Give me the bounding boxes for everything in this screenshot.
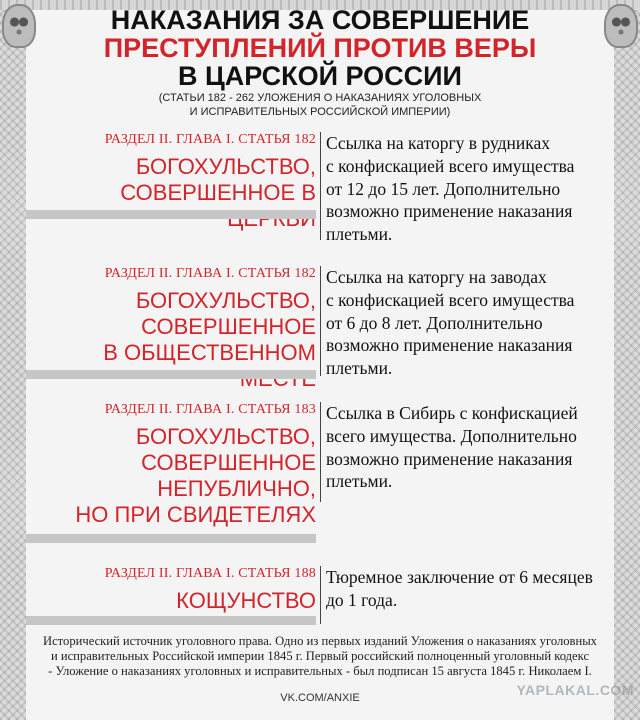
punishment-line: Ссылка на каторгу на заводах <box>326 267 547 287</box>
column-divider <box>320 566 321 624</box>
law-section <box>26 132 614 242</box>
punishment-text <box>326 402 616 493</box>
punishment-line: плетьми. <box>326 358 393 378</box>
crime-title <box>26 424 316 528</box>
article-reference: РАЗДЕЛ II. ГЛАВА I. СТАТЬЯ 188 <box>104 566 316 581</box>
law-section <box>26 566 614 626</box>
punishment-line: возможно применение наказания <box>326 335 573 356</box>
punishment-line: Ссылка в Сибирь с конфискацией <box>326 403 578 423</box>
punishment-line: Тюремное заключение от 6 месяцев <box>326 567 593 587</box>
punishment-line: плетьми. <box>326 471 393 492</box>
crime-line: СОВЕРШЕННОЕ В <box>120 179 316 205</box>
punishment-line: возможно применение наказания <box>326 448 573 469</box>
crime-line: В ОБЩЕСТВЕННОМ <box>103 339 316 365</box>
crime-line: БОГОХУЛЬСТВО, <box>135 424 316 449</box>
punishment-line: возможно применение наказания <box>326 201 573 222</box>
punishment-line: плетьми. <box>326 224 393 244</box>
law-section <box>26 402 614 542</box>
article-reference: РАЗДЕЛ II. ГЛАВА I. СТАТЬЯ 183 <box>104 402 316 417</box>
punishment-line: до 1 года. <box>326 589 398 610</box>
gray-bar <box>26 616 316 625</box>
subtitle-line-1: (СТАТЬИ 182 - 262 УЛОЖЕНИЯ О НАКАЗАНИЯХ УГОЛОВНЫХ <box>158 92 482 104</box>
footer-note <box>26 634 614 679</box>
watermark: YAPLAKAL.COM <box>516 682 634 698</box>
poster-content <box>26 0 614 720</box>
footer-line: - Уложение о наказаниях уголовных и исправительных - был подписан 15 августа 1845 г. Николаем I. <box>48 664 592 679</box>
article-reference: РАЗДЕЛ II. ГЛАВА I. СТАТЬЯ 182 <box>104 266 316 281</box>
footer-line: Исторический источник уголовного права. Одно из первых изданий Уложения о наказаниях уголовных <box>43 634 597 648</box>
punishment-line: с конфискацией всего имущества <box>326 155 575 176</box>
crime-line: СОВЕРШЕННОЕ <box>141 313 316 339</box>
poster-subtitle <box>26 92 614 120</box>
crime-column <box>26 402 316 528</box>
crime-line: БОГОХУЛЬСТВО, <box>135 154 316 179</box>
punishment-text <box>326 566 616 612</box>
punishment-text <box>326 266 616 380</box>
column-divider <box>320 266 321 376</box>
credit-link[interactable]: VK.COM/ANXIE <box>280 692 360 704</box>
article-reference: РАЗДЕЛ II. ГЛАВА I. СТАТЬЯ 182 <box>104 132 316 147</box>
punishment-line: от 6 до 8 лет. Дополнительно <box>326 312 543 333</box>
title-line-1: НАКАЗАНИЯ ЗА СОВЕРШЕНИЕ <box>110 5 530 35</box>
crime-title <box>26 154 316 232</box>
law-section <box>26 266 614 378</box>
crime-line: НО ПРИ СВИДЕТЕЛЯХ <box>75 501 316 527</box>
crime-title <box>26 588 316 614</box>
punishment-text <box>326 132 616 246</box>
crime-line: НЕПУБЛИЧНО, <box>157 475 316 501</box>
column-divider <box>320 402 321 502</box>
gray-bar <box>26 534 316 543</box>
subtitle-line-2: И ИСПРАВИТЕЛЬНЫХ РОССИЙСКОЙ ИМПЕРИИ) <box>189 105 451 118</box>
column-divider <box>320 132 321 240</box>
ornament-border-right <box>614 0 640 720</box>
ornament-border-left <box>0 0 26 720</box>
crime-column <box>26 566 316 614</box>
punishment-line: от 12 до 15 лет. Дополнительно <box>326 178 561 199</box>
crime-line: СОВЕРШЕННОЕ <box>141 449 316 475</box>
punishment-line: с конфискацией всего имущества <box>326 289 575 310</box>
gray-bar <box>26 210 316 219</box>
crime-line: БОГОХУЛЬСТВО, <box>135 288 316 313</box>
crime-line: КОЩУНСТВО <box>176 588 316 613</box>
title-line-3: В ЦАРСКОЙ РОССИИ <box>178 61 462 91</box>
punishment-line: Ссылка на каторгу в рудниках <box>326 133 550 153</box>
punishment-line: всего имущества. Дополнительно <box>326 425 577 446</box>
gray-bar <box>26 370 316 379</box>
footer-line: и исправительных Российской империи 1845 г. Первый российский полноценный уголовный кодекс <box>50 649 590 664</box>
title-line-2: ПРЕСТУПЛЕНИЙ ПРОТИВ ВЕРЫ <box>103 33 537 63</box>
